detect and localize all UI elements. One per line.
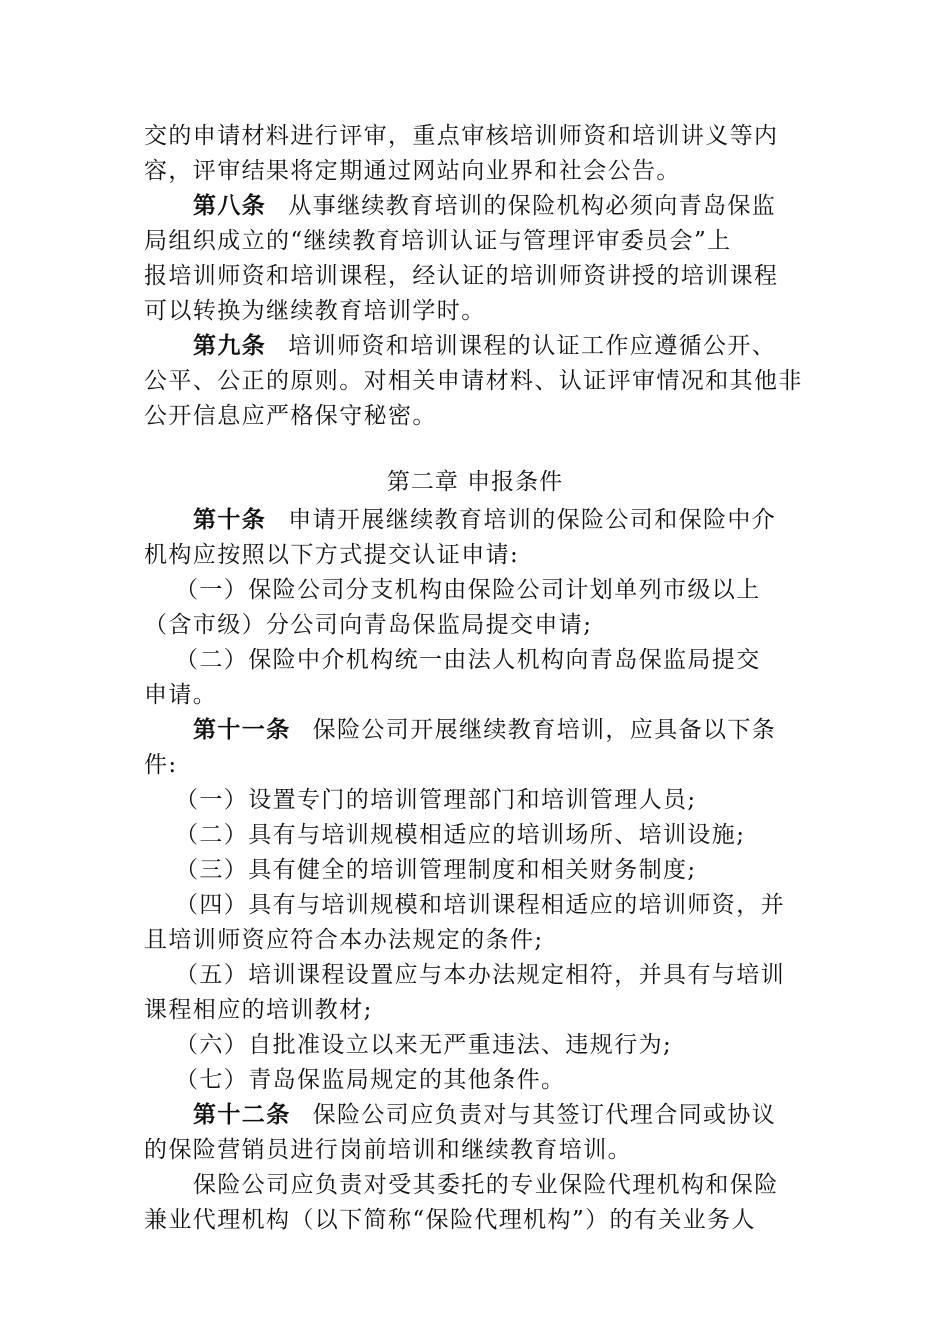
- list-item: [175, 959, 808, 991]
- line-text: 可以转换为继续教育培训学时。: [144, 298, 486, 324]
- line-text: （六）自批准设立以来无严重违法、违规行为;: [175, 1032, 673, 1058]
- line-text: （含市级）分公司向青岛保监局提交申请;: [144, 612, 593, 638]
- body-line: [144, 679, 808, 711]
- line-text: （五）培训课程设置应与本办法规定相符，并具有与培训: [175, 962, 785, 988]
- body-line: [144, 539, 808, 571]
- line-text: （一）保险公司分支机构由保险公司计划单列市级以上: [175, 577, 761, 603]
- line-text: 保险公司应负责对受其委托的专业保险代理机构和保险: [193, 1172, 779, 1198]
- line-text: 申请。: [144, 682, 218, 708]
- line-text: 课程相应的培训教材;: [144, 997, 373, 1023]
- line-text: 局组织成立的“继续教育培训认证与管理评审委员会”上: [144, 228, 732, 254]
- body-line: [144, 295, 808, 327]
- body-line: [144, 1204, 808, 1236]
- line-text: 公平、公正的原则。对相关申请材料、认证评审情况和其他非: [144, 368, 803, 394]
- article-number: 第十条: [193, 507, 267, 533]
- chapter-heading: [0, 466, 950, 498]
- line-text: 件:: [144, 752, 178, 778]
- line-text: 交的申请材料进行评审，重点审核培训师资和培训讲义等内: [144, 123, 779, 149]
- line-text: （七）青岛保监局规定的其他条件。: [175, 1067, 566, 1093]
- article-number: 第九条: [193, 333, 267, 359]
- list-item: [175, 889, 808, 921]
- line-text: 从事继续教育培训的保险机构必须向青岛保监: [288, 193, 777, 219]
- article-12-line: [193, 1099, 808, 1131]
- line-text: （三）具有健全的培训管理制度和相关财务制度;: [175, 857, 697, 883]
- body-line: [144, 400, 808, 432]
- line-text: 保险公司应负责对与其签订代理合同或协议: [312, 1102, 777, 1128]
- line-text: 的保险营销员进行岗前培训和继续教育培训。: [144, 1137, 632, 1163]
- line-text: 兼业代理机构（以下简称“保险代理机构”）的有关业务人: [144, 1207, 756, 1233]
- line-text: 报培训师资和培训课程，经认证的培训师资讲授的培训课程: [144, 263, 779, 289]
- list-item: [175, 854, 808, 886]
- line-text: 机构应按照以下方式提交认证申请:: [144, 542, 520, 568]
- chapter-title: 第二章 申报条件: [386, 469, 564, 495]
- body-line: [144, 155, 808, 187]
- list-item: [175, 819, 808, 851]
- line-text: 培训师资和培训课程的认证工作应遵循公开、: [288, 333, 777, 359]
- body-line: [144, 749, 808, 781]
- body-line: [144, 365, 808, 397]
- article-number: 第八条: [193, 193, 267, 219]
- article-11-line: [193, 714, 808, 746]
- body-line: [144, 994, 808, 1026]
- line-text: （二）保险中介机构统一由法人机构向青岛保监局提交: [175, 647, 761, 673]
- body-line: [144, 924, 808, 956]
- body-line: [193, 1169, 808, 1201]
- list-item: [175, 574, 808, 606]
- line-text: 申请开展继续教育培训的保险公司和保险中介: [288, 507, 777, 533]
- line-text: 保险公司开展继续教育培训，应具备以下条: [312, 717, 777, 743]
- line-text: （四）具有与培训规模和培训课程相适应的培训师资，并: [175, 892, 785, 918]
- line-text: 且培训师资应符合本办法规定的条件;: [144, 927, 544, 953]
- body-line: [144, 225, 808, 257]
- line-text: （一）设置专门的培训管理部门和培训管理人员;: [175, 787, 697, 813]
- list-item: [175, 1064, 808, 1096]
- body-line: [144, 260, 808, 292]
- list-item: [175, 1029, 808, 1061]
- body-line: [144, 609, 808, 641]
- line-text: （二）具有与培训规模相适应的培训场所、培训设施;: [175, 822, 746, 848]
- article-8-line: [193, 190, 808, 222]
- article-number: 第十一条: [193, 717, 291, 743]
- line-text: 容，评审结果将定期通过网站向业界和社会公告。: [144, 158, 681, 184]
- list-item: [175, 784, 808, 816]
- article-10-line: [193, 504, 808, 536]
- article-number: 第十二条: [193, 1102, 291, 1128]
- body-line: [144, 1134, 808, 1166]
- article-9-line: [193, 330, 808, 362]
- body-line: [144, 120, 808, 152]
- line-text: 公开信息应严格保守秘密。: [144, 403, 437, 429]
- list-item: [175, 644, 808, 676]
